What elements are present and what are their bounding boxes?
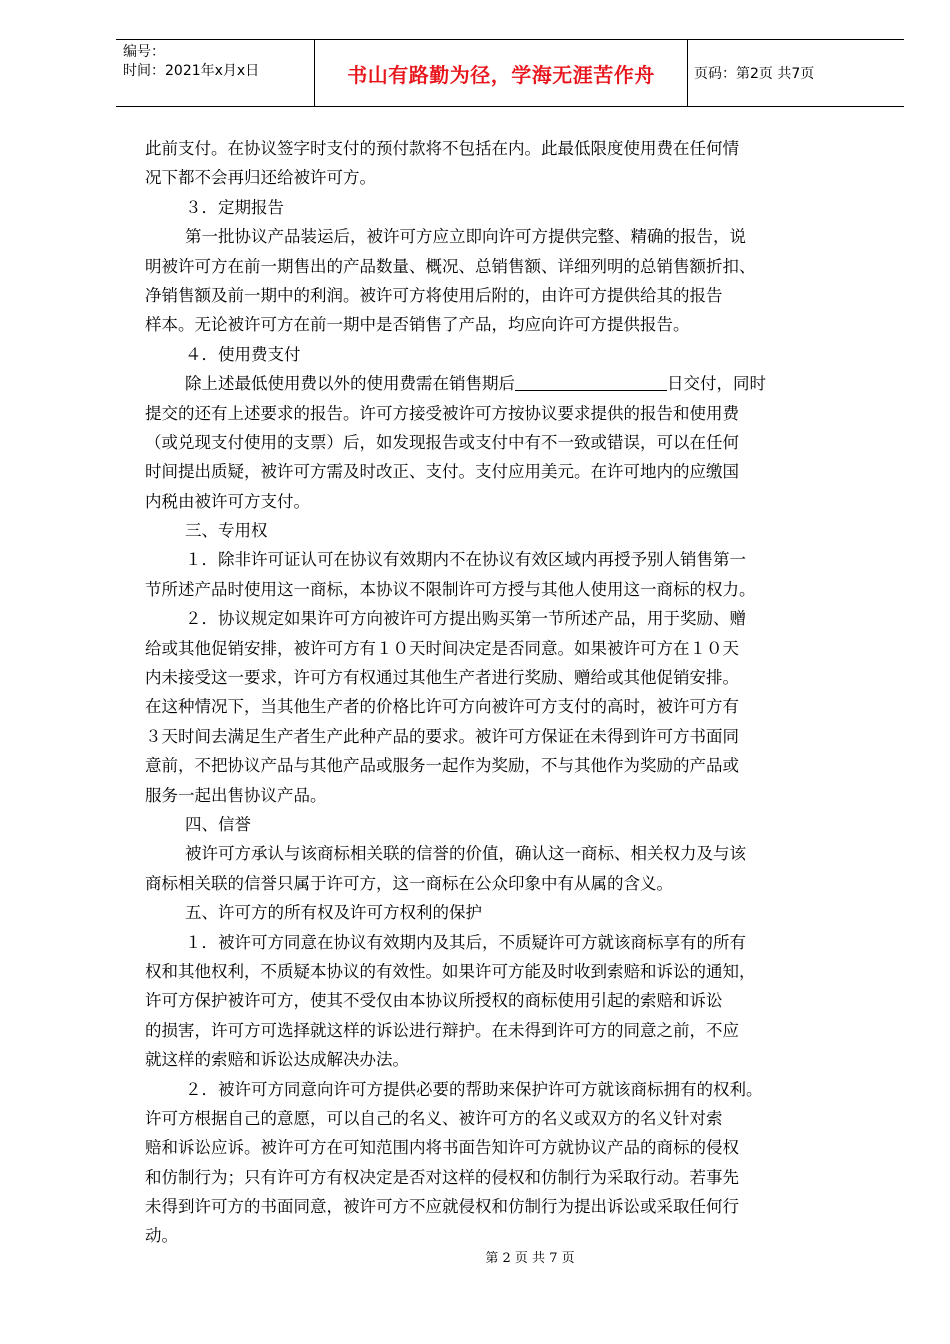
document-body xyxy=(145,134,845,1251)
body-line: 净销售额及前一期中的利润。被许可方将使用后附的，由许可方提供给其的报告 xyxy=(145,285,723,305)
document-number-label: 编号： xyxy=(123,44,165,60)
body-line-part: 除上述最低使用费以外的使用费需在销售期后 xyxy=(185,374,515,394)
body-line: 就这样的索赔和诉讼达成解决办法。 xyxy=(145,1050,409,1070)
body-line: 的损害，许可方可选择就这样的诉讼进行辩护。在未得到许可方的同意之前，不应 xyxy=(145,1020,739,1040)
body-line: 内未接受这一要求，许可方有权通过其他生产者进行奖励、赠给或其他促销安排。 xyxy=(145,668,739,688)
body-line: ２．协议规定如果许可方向被许可方提出购买第一节所述产品，用于奖励、赠 xyxy=(185,609,746,629)
body-line: 许可方根据自己的意愿，可以自己的名义、被许可方的名义或双方的名义针对索 xyxy=(145,1108,723,1128)
body-line: 内税由被许可方支付。 xyxy=(145,491,310,511)
body-line: 被许可方承认与该商标相关联的信誉的价值，确认这一商标、相关权力及与该 xyxy=(185,844,746,864)
page-header xyxy=(116,39,904,107)
body-line: 和仿制行为；只有许可方有权决定是否对这样的侵权和仿制行为采取行动。若事先 xyxy=(145,1167,739,1187)
section-heading: 五、许可方的所有权及许可方权利的保护 xyxy=(185,903,482,923)
body-line: 意前，不把协议产品与其他产品或服务一起作为奖励，不与其他作为奖励的产品或 xyxy=(145,756,739,776)
body-line: 明被许可方在前一期售出的产品数量、概况、总销售额、详细列明的总销售额折扣、 xyxy=(145,256,756,276)
blank-fill-line xyxy=(515,374,667,391)
body-line: 提交的还有上述要求的报告。许可方接受被许可方按协议要求提供的报告和使用费 xyxy=(145,403,739,423)
section-heading: 四、信誉 xyxy=(185,814,251,834)
body-line: 权和其他权利，不质疑本协议的有效性。如果许可方能及时收到索赔和诉讼的通知， xyxy=(145,961,756,981)
body-line: １．被许可方同意在协议有效期内及其后，不质疑许可方就该商标享有的所有 xyxy=(185,932,746,952)
body-line: 第一批协议产品装运后，被许可方应立即向许可方提供完整、精确的报告，说 xyxy=(185,227,746,247)
section-heading: ３．定期报告 xyxy=(185,197,284,217)
body-line: （或兑现支付使用的支票）后，如发现报告或支付中有不一致或错误，可以在任何 xyxy=(145,432,739,452)
body-line: 此前支付。在协议签字时支付的预付款将不包括在内。此最低限度使用费在任何情 xyxy=(145,139,739,158)
header-motto: 书山有路勤为径，学海无涯苦作舟 xyxy=(315,40,688,106)
header-meta xyxy=(116,40,315,106)
body-line: 在这种情况下，当其他生产者的价格比许可方向被许可方支付的高时，被许可方有 xyxy=(145,697,739,717)
page-footer: 第 2 页 共 7 页 xyxy=(485,1251,575,1266)
body-line xyxy=(145,369,845,398)
document-time-label: 时间：2021年x月x日 xyxy=(123,63,260,79)
section-heading: ４．使用费支付 xyxy=(185,344,301,364)
body-line: ２．被许可方同意向许可方提供必要的帮助来保护许可方就该商标拥有的权利。 xyxy=(185,1079,763,1099)
header-page-label: 页码：第2页 共7页 xyxy=(694,66,815,82)
body-line: １．除非许可证认可在协议有效期内不在协议有效区域内再授予别人销售第一 xyxy=(185,550,746,570)
body-line: 时间提出质疑，被许可方需及时改正、支付。支付应用美元。在许可地内的应缴国 xyxy=(145,462,739,482)
body-line: 给或其他促销安排，被许可方有１０天时间决定是否同意。如果被许可方在１０天 xyxy=(145,638,739,658)
body-line: 服务一起出售协议产品。 xyxy=(145,785,327,805)
body-line: 赔和诉讼应诉。被许可方在可知范围内将书面告知许可方就协议产品的商标的侵权 xyxy=(145,1138,739,1158)
section-heading: 三、专用权 xyxy=(185,521,268,541)
body-line: 未得到许可方的书面同意，被许可方不应就侵权和仿制行为提出诉讼或采取任何行 xyxy=(145,1197,739,1217)
body-line: ３天时间去满足生产者生产此种产品的要求。被许可方保证在未得到许可方书面同 xyxy=(145,726,739,746)
body-line: 节所述产品时使用这一商标，本协议不限制许可方授与其他人使用这一商标的权力。 xyxy=(145,579,756,599)
body-line: 许可方保护被许可方，使其不受仅由本协议所授权的商标使用引起的索赔和诉讼 xyxy=(145,991,723,1011)
body-line: 动。 xyxy=(145,1226,178,1246)
body-line: 样本。无论被许可方在前一期中是否销售了产品，均应向许可方提供报告。 xyxy=(145,315,690,335)
body-line: 况下都不会再归还给被许可方。 xyxy=(145,168,376,188)
body-line-part: 日交付，同时 xyxy=(667,374,766,394)
body-line: 商标相关联的信誉只属于许可方，这一商标在公众印象中有从属的含义。 xyxy=(145,873,673,893)
